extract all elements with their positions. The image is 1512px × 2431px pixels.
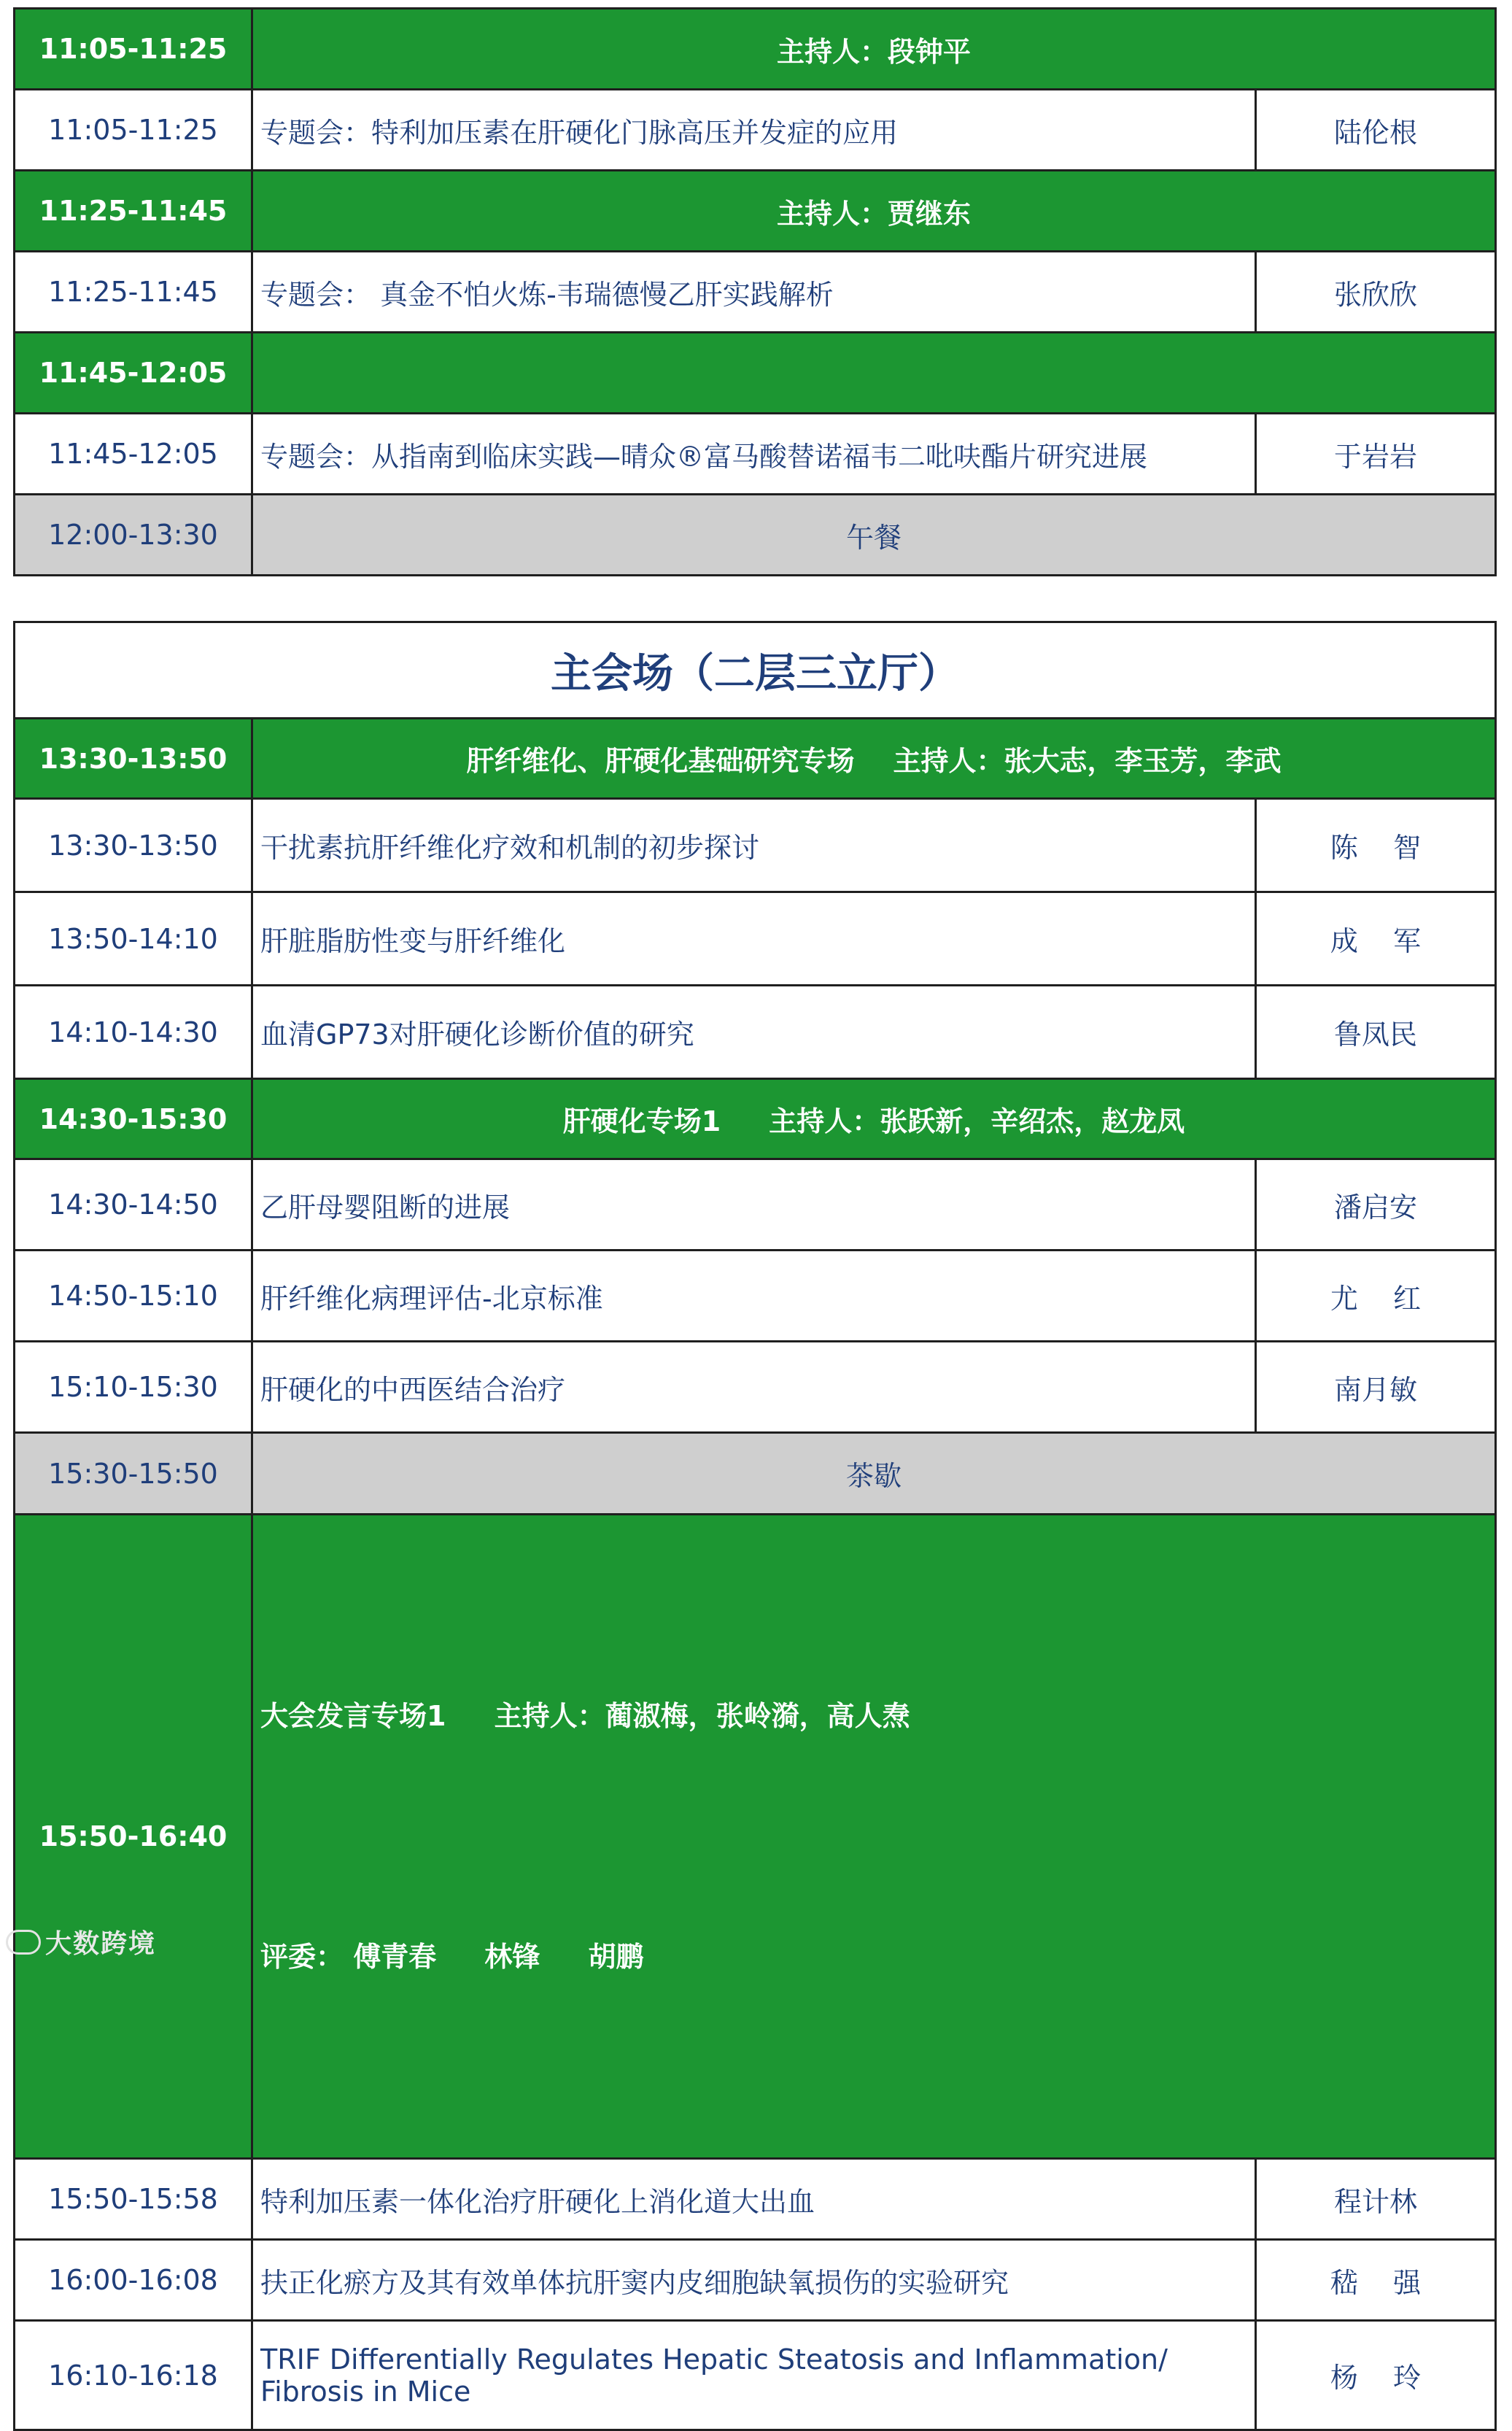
venue-title: 主会场（二层三立厅） bbox=[15, 622, 1496, 719]
talk-row bbox=[15, 414, 1496, 495]
break-row bbox=[15, 495, 1496, 576]
session-time: 15:50-16:40 bbox=[15, 1515, 252, 2159]
talk-title bbox=[252, 2321, 1256, 2430]
talk-row bbox=[15, 2159, 1496, 2240]
talk-title: 专题会：特利加压素在肝硬化门脉高压并发症的应用 bbox=[252, 90, 1256, 171]
session-header-row bbox=[15, 171, 1496, 252]
talk-time: 16:00-16:08 bbox=[15, 2240, 252, 2321]
talk-speaker: 陈 智 bbox=[1255, 799, 1495, 892]
watermark bbox=[6, 1923, 156, 1960]
talk-row bbox=[15, 252, 1496, 333]
talk-time: 16:10-16:18 bbox=[15, 2321, 252, 2430]
break-label: 午餐 bbox=[252, 495, 1496, 576]
talk-time: 14:50-15:10 bbox=[15, 1251, 252, 1342]
talk-speaker: 于岩岩 bbox=[1255, 414, 1495, 495]
break-time: 15:30-15:50 bbox=[15, 1433, 252, 1515]
talk-time: 11:05-11:25 bbox=[15, 90, 252, 171]
session-time: 11:05-11:25 bbox=[15, 9, 252, 90]
talk-title-line: TRIF Differentially Regulates Hepatic Steatosis and Inflammation/ bbox=[260, 2343, 1168, 2376]
session-time: 11:45-12:05 bbox=[15, 333, 252, 414]
talk-time: 11:25-11:45 bbox=[15, 252, 252, 333]
schedule-top-table bbox=[13, 7, 1497, 576]
talk-time: 14:30-14:50 bbox=[15, 1159, 252, 1251]
session-judges-line: 评委： 傅青春 林锋 胡鹏 bbox=[260, 1941, 644, 1973]
session-host bbox=[252, 333, 1496, 414]
talk-speaker: 陆伦根 bbox=[1255, 90, 1495, 171]
session-time: 14:30-15:30 bbox=[15, 1079, 252, 1159]
session-header-row bbox=[15, 1079, 1496, 1159]
talk-row bbox=[15, 1251, 1496, 1342]
talk-speaker: 鲁凤民 bbox=[1255, 986, 1495, 1079]
session-header-line: 大会发言专场1 主持人：蔺淑梅，张岭漪，高人焘 bbox=[260, 1700, 910, 1732]
main-hall-table bbox=[13, 621, 1497, 2431]
talk-title: 扶正化瘀方及其有效单体抗肝窦内皮细胞缺氧损伤的实验研究 bbox=[252, 2240, 1256, 2321]
session-header-row bbox=[15, 9, 1496, 90]
watermark-text: 大数跨境 bbox=[45, 1929, 157, 1959]
talk-speaker: 成 军 bbox=[1255, 892, 1495, 986]
talk-speaker: 南月敏 bbox=[1255, 1342, 1495, 1433]
talk-title-line: Fibrosis in Mice bbox=[260, 2375, 471, 2408]
talk-row bbox=[15, 2240, 1496, 2321]
talk-time: 14:10-14:30 bbox=[15, 986, 252, 1079]
session-time: 13:30-13:50 bbox=[15, 719, 252, 799]
talk-row bbox=[15, 892, 1496, 986]
talk-title: 干扰素抗肝纤维化疗效和机制的初步探讨 bbox=[252, 799, 1256, 892]
session-header-row bbox=[15, 333, 1496, 414]
talk-time: 11:45-12:05 bbox=[15, 414, 252, 495]
talk-title: 专题会： 真金不怕火炼-韦瑞德慢乙肝实践解析 bbox=[252, 252, 1256, 333]
talk-title: 肝脏脂肪性变与肝纤维化 bbox=[252, 892, 1256, 986]
talk-title: 特利加压素一体化治疗肝硬化上消化道大出血 bbox=[252, 2159, 1256, 2240]
talk-title: 肝纤维化病理评估-北京标准 bbox=[252, 1251, 1256, 1342]
talk-time: 15:50-15:58 bbox=[15, 2159, 252, 2240]
watermark-logo-icon bbox=[6, 1930, 41, 1955]
talk-title: 乙肝母婴阻断的进展 bbox=[252, 1159, 1256, 1251]
talk-speaker: 嵇 强 bbox=[1255, 2240, 1495, 2321]
talk-row bbox=[15, 90, 1496, 171]
session-header-row bbox=[15, 719, 1496, 799]
talk-speaker: 杨 玲 bbox=[1255, 2321, 1495, 2430]
talk-row bbox=[15, 799, 1496, 892]
talk-speaker: 张欣欣 bbox=[1255, 252, 1495, 333]
talk-title: 血清GP73对肝硬化诊断价值的研究 bbox=[252, 986, 1256, 1079]
talk-row bbox=[15, 1342, 1496, 1433]
talk-speaker: 程计林 bbox=[1255, 2159, 1495, 2240]
talk-speaker: 潘启安 bbox=[1255, 1159, 1495, 1251]
session-header: 肝硬化专场1 主持人：张跃新，辛绍杰，赵龙凤 bbox=[252, 1079, 1496, 1159]
venue-title-row bbox=[15, 622, 1496, 719]
session-header: 肝纤维化、肝硬化基础研究专场 主持人：张大志，李玉芳，李武 bbox=[252, 719, 1496, 799]
break-label: 茶歇 bbox=[252, 1433, 1496, 1515]
session-host: 主持人：贾继东 bbox=[252, 171, 1496, 252]
session-header-row bbox=[15, 1515, 1496, 2159]
talk-time: 13:30-13:50 bbox=[15, 799, 252, 892]
talk-speaker: 尤 红 bbox=[1255, 1251, 1495, 1342]
talk-time: 13:50-14:10 bbox=[15, 892, 252, 986]
session-header bbox=[252, 1515, 1496, 2159]
talk-row bbox=[15, 986, 1496, 1079]
talk-row bbox=[15, 2321, 1496, 2430]
talk-row bbox=[15, 1159, 1496, 1251]
break-time: 12:00-13:30 bbox=[15, 495, 252, 576]
session-time: 11:25-11:45 bbox=[15, 171, 252, 252]
session-host: 主持人：段钟平 bbox=[252, 9, 1496, 90]
break-row bbox=[15, 1433, 1496, 1515]
talk-time: 15:10-15:30 bbox=[15, 1342, 252, 1433]
talk-title: 专题会：从指南到临床实践—晴众®富马酸替诺福韦二吡呋酯片研究进展 bbox=[252, 414, 1256, 495]
talk-title: 肝硬化的中西医结合治疗 bbox=[252, 1342, 1256, 1433]
